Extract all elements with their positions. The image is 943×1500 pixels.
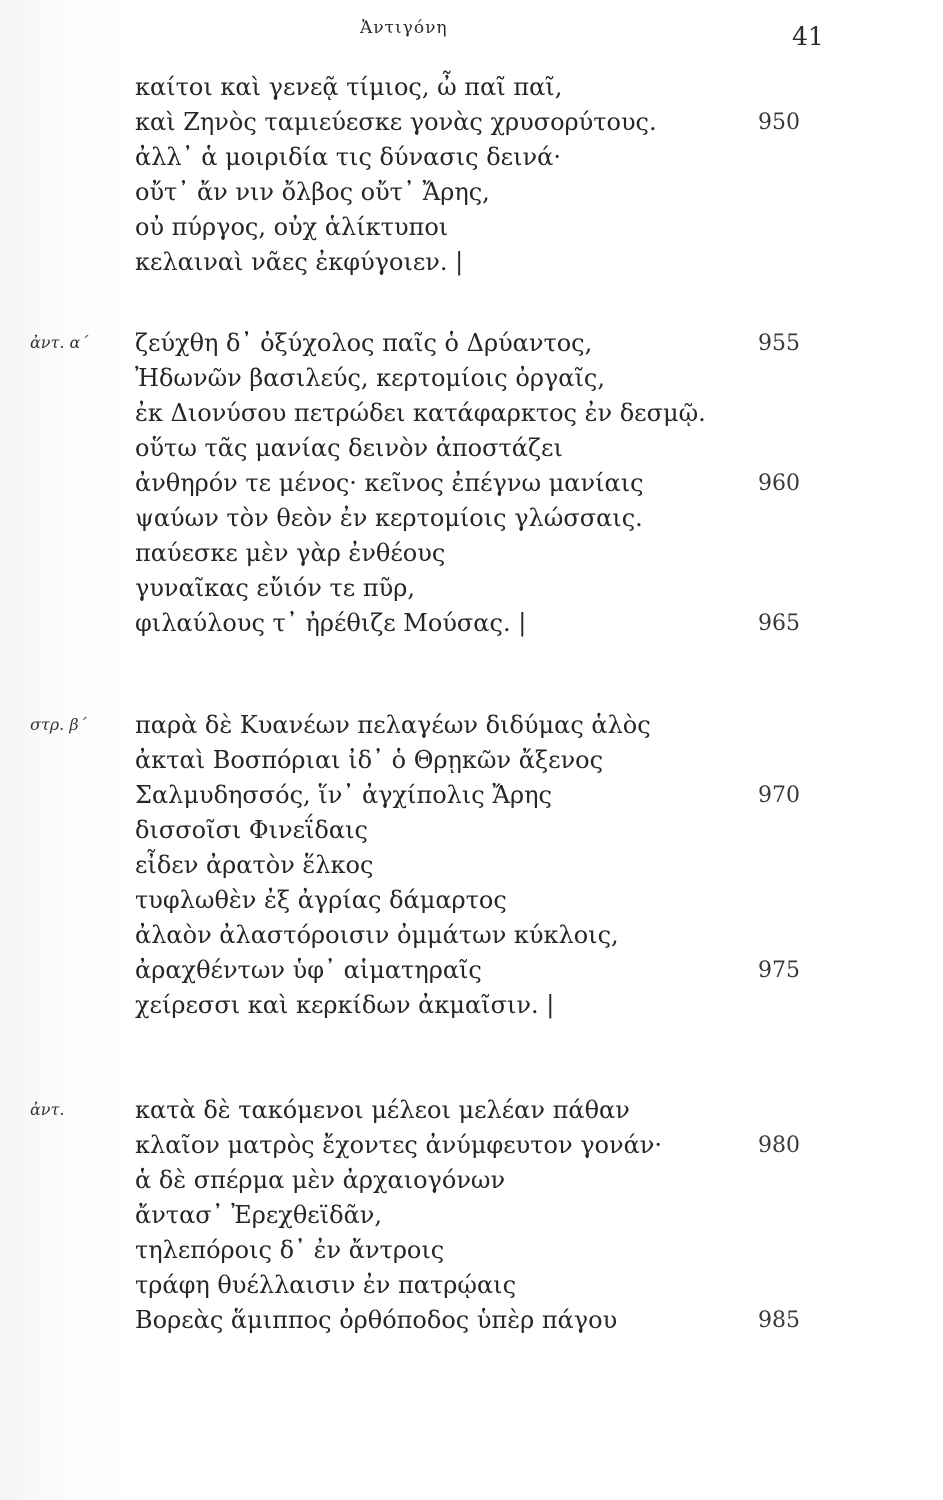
verse-text: χείρεσσι καὶ κερκίδων ἀκμαῖσιν. | [135, 991, 555, 1019]
line-number: 965 [758, 611, 800, 636]
verse-text: κελαιναὶ νᾶες ἐκφύγοιεν. | [135, 248, 464, 276]
verse-text: ψαύων τὸν θεὸν ἐν κερτομίοις γλώσσαις. [135, 504, 643, 532]
verse-text: ἀνθηρόν τε μένος· κεῖνος ἐπέγνω μανίαις [135, 469, 644, 497]
verse-line [0, 1163, 943, 1198]
verse-text: ζεύχθη δ᾽ ὀξύχολος παῖς ὁ Δρύαντος, [135, 329, 593, 357]
verse-line [0, 175, 943, 210]
line-number: 980 [758, 1133, 800, 1158]
verse-text: καίτοι καὶ γενεᾷ τίμιος, ὦ παῖ παῖ, [135, 73, 563, 101]
verse-text: οὐ πύργος, οὐχ ἁλίκτυποι [135, 213, 449, 241]
verse-text: ἀκταὶ Βοσπόριαι ἰδ᾽ ὁ Θρῃκῶν ἄξενος [135, 746, 604, 774]
verse-text: γυναῖκας εὔιόν τε πῦρ, [135, 574, 415, 602]
line-number: 985 [758, 1308, 800, 1333]
line-number: 975 [758, 958, 800, 983]
verse-line [0, 396, 943, 431]
verse-line [0, 988, 943, 1023]
verse-text: καὶ Ζηνὸς ταμιεύεσκε γονὰς χρυσορύτους. [135, 108, 657, 136]
verse-line [0, 1198, 943, 1233]
verse-line [0, 848, 943, 883]
verse-line [0, 918, 943, 953]
stanza-1 [0, 70, 943, 280]
verse-text: ἀλαὸν ἀλαστόροισιν ὀμμάτων κύκλοις, [135, 921, 619, 949]
running-head: Ἀντιγόνη [360, 18, 448, 38]
verse-line [0, 1268, 943, 1303]
verse-line [0, 1303, 943, 1338]
verse-text: ἀλλ᾽ ἁ μοιριδία τις δύνασις δεινά· [135, 143, 561, 171]
verse-line [0, 743, 943, 778]
verse-text: τράφη θυέλλαισιν ἐν πατρῴαις [135, 1271, 517, 1299]
verse-text: Ἠδωνῶν βασιλεύς, κερτομίοις ὀργαῖς, [135, 364, 605, 392]
verse-line [0, 813, 943, 848]
verse-line [0, 210, 943, 245]
verse-text: κατὰ δὲ τακόμενοι μέλεοι μελέαν πάθαν [135, 1096, 630, 1124]
verse-line [0, 883, 943, 918]
verse-line [0, 361, 943, 396]
verse-text: εἶδεν ἀρατὸν ἕλκος [135, 851, 374, 879]
stanza-label: ἀντ. [30, 1100, 65, 1119]
line-number: 955 [758, 331, 800, 356]
verse-line [0, 501, 943, 536]
verse-line [0, 778, 943, 813]
verse-text: κλαῖον ματρὸς ἔχοντες ἀνύμφευτον γονάν· [135, 1131, 663, 1159]
verse-line [0, 606, 943, 641]
line-number: 950 [758, 110, 800, 135]
verse-line [0, 70, 943, 105]
verse-line [0, 953, 943, 988]
page-number: 41 [792, 22, 824, 51]
verse-line [0, 431, 943, 466]
verse-text: φιλαύλους τ᾽ ἠρέθιζε Μούσας. | [135, 609, 527, 637]
stanza-2 [0, 326, 943, 641]
verse-line [0, 1128, 943, 1163]
verse-text: τηλεπόροις δ᾽ ἐν ἄντροις [135, 1236, 445, 1264]
verse-line [0, 1093, 943, 1128]
verse-text: παρὰ δὲ Κυανέων πελαγέων διδύμας ἁλὸς [135, 711, 651, 739]
verse-text: ἐκ Διονύσου πετρώδει κατάφαρκτος ἐν δεσμῷ. [135, 399, 706, 427]
stanza-label: στρ. β´ [30, 715, 87, 734]
verse-text: παύεσκε μὲν γὰρ ἐνθέους [135, 539, 446, 567]
verse-text: ἄντασ᾽ Ἐρεχθεϊδᾶν, [135, 1201, 383, 1229]
stanza-4 [0, 1093, 943, 1338]
line-number: 960 [758, 471, 800, 496]
stanza-3 [0, 708, 943, 1023]
verse-text: οὔτ᾽ ἄν νιν ὄλβος οὔτ᾽ Ἄρης, [135, 178, 490, 206]
verse-text: τυφλωθὲν ἐξ ἀγρίας δάμαρτος [135, 886, 507, 914]
verse-line [0, 245, 943, 280]
verse-line [0, 708, 943, 743]
verse-text: δισσοῖσι Φινεΐδαις [135, 816, 368, 844]
verse-line [0, 1233, 943, 1268]
verse-text: οὕτω τᾶς μανίας δεινὸν ἀποστάζει [135, 434, 563, 462]
verse-text: ἀραχθέντων ὑφ᾽ αἱματηραῖς [135, 956, 482, 984]
verse-line [0, 326, 943, 361]
verse-line [0, 536, 943, 571]
line-number: 970 [758, 783, 800, 808]
verse-line [0, 466, 943, 501]
verse-text: ἁ δὲ σπέρμα μὲν ἀρχαιογόνων [135, 1166, 506, 1194]
verse-text: Σαλμυδησσός, ἵν᾽ ἀγχίπολις Ἄρης [135, 781, 552, 809]
verse-line [0, 140, 943, 175]
verse-line [0, 571, 943, 606]
stanza-label: ἀντ. α´ [30, 333, 89, 352]
verse-text: Βορεὰς ἅμιππος ὀρθόποδος ὑπὲρ πάγου [135, 1306, 618, 1334]
verse-line [0, 105, 943, 140]
